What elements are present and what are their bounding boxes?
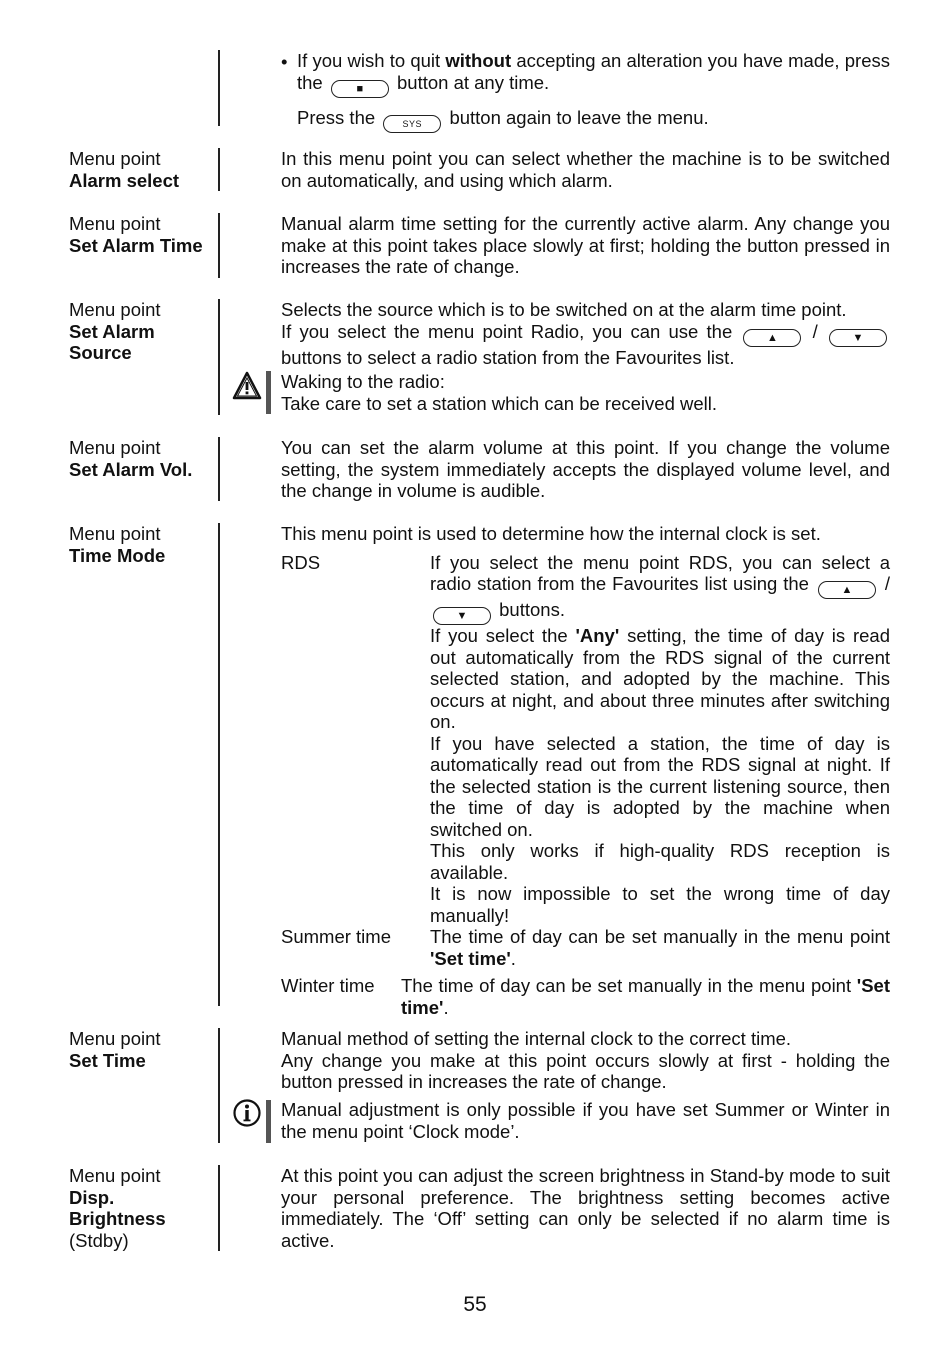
divider-line (218, 299, 220, 415)
info-icon (232, 1098, 262, 1128)
summer-time-entry: Summer time The time of day can be set manually in the menu point 'Set time'. (281, 926, 890, 969)
section-text: This menu point is used to determine how the internal clock is set. RDS If you select the menu point RDS, you can select a radio station from the Favourites list using the ▲ / ▼ buttons. If you select the 'Any' setting, the time of day is read out automatically from the RDS signal of the current selected station, and adopted by the machine. This occurs at night, and about three minutes after switching on. If you have selected a station, the time of day is automatically read out from the RDS signal at night. If the selected station is the current listening source, then the time of day is adopted by the machine when switched on. This only works if high-quality RDS reception is available. It is now impossible to set the wrong time of day manually! Summer time The time of day can be set manually in the menu point 'Set time'. Winter time The time of day can be set manually in the menu point 'Set time'. (281, 523, 891, 1018)
winter-time-entry: Winter time The time of day can be set manually in the menu point 'Set time'. (281, 975, 890, 1018)
winter-time-label: Winter time (281, 975, 375, 996)
up-arrow-button-icon: ▲ (743, 329, 801, 347)
side-heading: Menu point Set Alarm Time (69, 213, 203, 256)
section-text: Manual method of setting the internal clock to the correct time. Any change you make at this point occurs slowly at first - holding the button pressed in increases the rate of change. (281, 1028, 890, 1092)
divider-line (218, 213, 220, 278)
side-heading: Menu point Set Alarm Source (69, 299, 161, 363)
summer-time-label: Summer time (281, 926, 391, 947)
divider-line (218, 50, 220, 126)
side-heading: Menu point Time Mode (69, 523, 166, 566)
section-text: Selects the source which is to be switched on at the alarm time point. If you select the menu point Radio, you can use the ▲ / ▼ buttons to select a radio station from the Favourites list. (281, 299, 890, 368)
rds-label: RDS (281, 551, 321, 573)
page-number: 55 (463, 1293, 487, 1316)
divider-line (218, 1165, 220, 1251)
bullet: • (281, 51, 288, 72)
side-heading: Menu point Set Alarm Vol. (69, 437, 193, 480)
side-heading: Menu point Disp. Brightness (Stdby) (69, 1165, 166, 1251)
down-arrow-button-icon: ▼ (433, 607, 491, 625)
warning-text: Waking to the radio: Take care to set a station which can be received well. (281, 371, 718, 414)
section-text: Manual alarm time setting for the currently active alarm. Any change you make at this point takes place slowly at first; holding the button pressed in increases the rate of change. (281, 213, 890, 277)
sys-button-icon: SYS (383, 115, 441, 133)
note-bar (266, 1100, 271, 1143)
up-arrow-button-icon: ▲ (818, 581, 876, 599)
down-arrow-button-icon: ▼ (829, 329, 887, 347)
divider-line (218, 523, 220, 1006)
section-text: At this point you can adjust the screen brightness in Stand-by mode to suit your personal preference. The brightness setting becomes active immediately. The ‘Off’ setting can only be selected if no alarm time is active. (281, 1165, 890, 1251)
intro-text: If you wish to quit without accepting an alteration you have made, press the ■ button at any time. Press the SYS button again to leave the menu. (297, 50, 890, 133)
stop-button-icon: ■ (331, 80, 389, 98)
warning-triangle-icon (232, 371, 262, 401)
divider-line (218, 1028, 220, 1143)
info-text: Manual adjustment is only possible if you have set Summer or Winter in the menu point ‘Clock mode’. (281, 1099, 890, 1142)
rds-entry: RDS If you select the menu point RDS, you can select a radio station from the Favourites list using the ▲ / ▼ buttons. If you select the 'Any' setting, the time of day is read out automatically from the RDS signal of the current selected station, and adopted by the machine. This occurs at night, and about three minutes after switching on. If you have selected a station, the time of day is automatically read out from the RDS signal at night. If the selected station is the current listening source, then the time of day is adopted by the machine when switched on. This only works if high-quality RDS reception is available. It is now impossible to set the wrong time of day manually! (281, 551, 891, 926)
note-bar (266, 371, 271, 414)
side-heading: Menu point Set Time (69, 1028, 161, 1071)
section-text: You can set the alarm volume at this point. If you change the volume setting, the system immediately accepts the displayed volume level, and the change in volume is audible. (281, 437, 890, 501)
divider-line (218, 437, 220, 501)
side-heading: Menu point Alarm select (69, 148, 180, 191)
divider-line (218, 148, 220, 191)
section-text: In this menu point you can select whether the machine is to be switched on automatically, and using which alarm. (281, 148, 890, 191)
